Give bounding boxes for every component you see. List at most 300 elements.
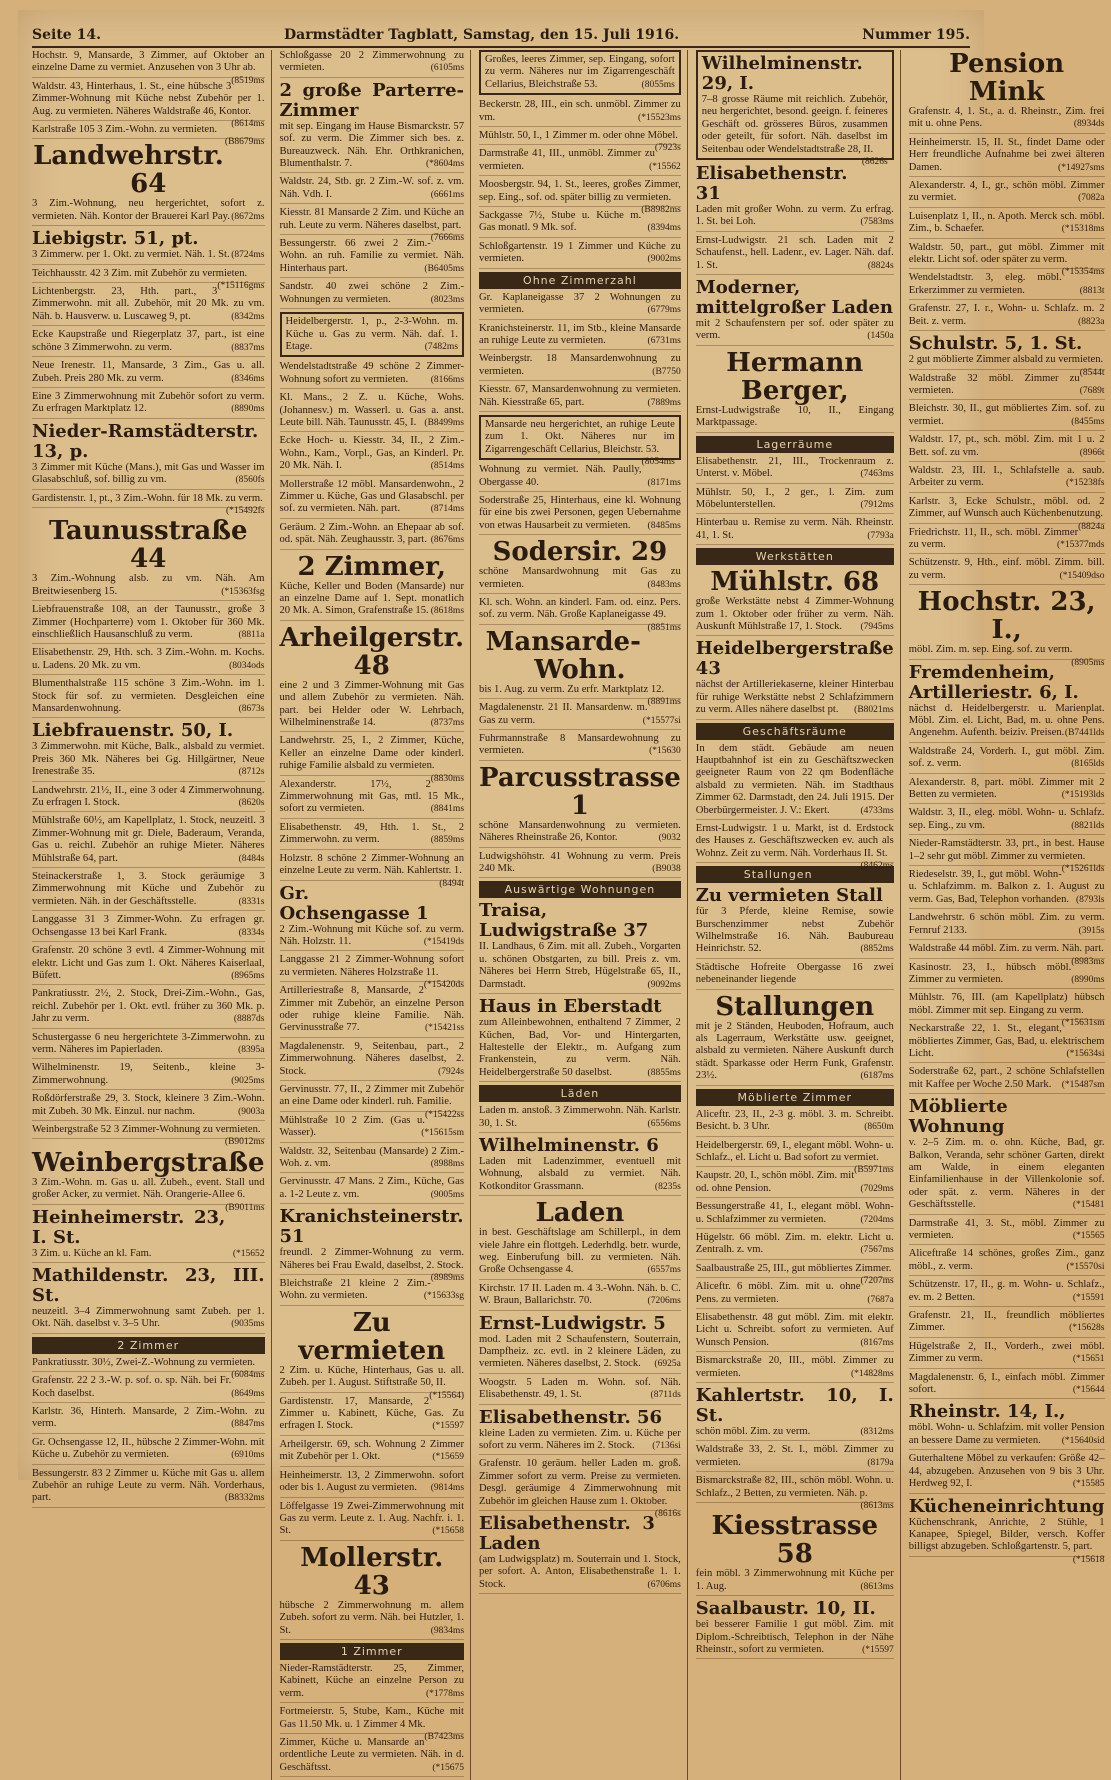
ad-title: Zu vermieten [298,1307,446,1366]
ad-text: Kiesstr. 67, Mansardenwohnung zu vermieten. Näh. Kiesstraße 65, part. [479,384,681,408]
classified-ad [32,360,265,388]
classified-ad [280,435,465,475]
ad-text: Langgasse 31 3 Zimmer-Wohn. Zu erfragen gr. Ochsengasse 13 bei Karl Frank. [32,914,265,938]
ad-title: Hermann Berger, [726,347,864,406]
classified-ad [696,1506,894,1596]
ad-reference-code: (8346ms [231,373,265,384]
classified-ad [909,807,1105,835]
column-5 [909,50,1111,1780]
ad-text: Geräum. 2 Zim.-Wohn. an Ehepaar ab sof. od. spät. Näh. Zeughausstr. 3, part. [279,521,465,546]
classified-ad [32,1062,265,1090]
ad-text: Bismarckstraße 20, III., möbl. Zimmer zu vermieten. [695,1355,894,1379]
ad-reference-code: (*15597 [862,1645,894,1656]
ad-text: Mansarde neu hergerichtet, an ruhige Leute zum 1. Okt. Näheres nur im Zigarrengeschäft Cellarius, Bleichstr. 53. [485,418,675,455]
classified-ad [280,624,465,733]
classified-ad [479,241,681,269]
ad-text: Zimmer, Küche u. Mansarde an ordentliche Leute zu vermieten. Näh. in d. Geschäftsst. [279,1736,465,1773]
classified-ad [909,1372,1105,1400]
ad-text: Nieder-Ramstädterstr. 25, Zimmer, Kabinett, Küche an einzelne Person zu verm. [279,1662,465,1699]
classified-ad [32,1093,265,1121]
ad-text: Elisabethenstr. 48 gut möbl. Zim. mit elektr. Licht u. Schreibt. sofort zu vermieten. Auf Wunsch Pension. [695,1311,894,1348]
ad-text: Mühlstraße 10 2 Zim. (Gas u. Wasser). [279,1114,425,1139]
ad-reference-code: (8983ms [1071,956,1105,967]
ad-text: Laden mit großer Wohn. zu verm. Zu erfrag. 1. St. bei Loh. [695,204,894,228]
ad-text: möbl. Wohn- u. Schlafzim. mit voller Pension an bessere Dame zu vermieten. [908,1422,1105,1446]
ad-reference-code: (6925a [654,1359,681,1370]
ad-title: Taunusstraße 44 [48,516,248,575]
ad-text: 3 Zim.-Wohn. m. Gas u. all. Zubeh., event. Stall und großer Acker, zu vermiet. Näh. Orangerie-Allee 6. [32,1176,265,1201]
ad-text: Pankratiusstr. 2½, 2. Stock, Drei-Zim.-Wohn., Gas, reichl. Zubehör per 1. Okt. evtl. früher zu 360 Mk. p. Jahr zu verm. [32,988,265,1025]
ad-reference-code: (8824a [1078,521,1105,532]
classified-ad [280,1176,465,1204]
ad-text: Aliceftr. 23, II., 2-3 g. möbl. 3. m. Schreibt. Besicht. b. 3 Uhr. [695,1108,894,1133]
ad-reference-code: (*15634si [1066,1048,1105,1059]
classified-ad [280,822,465,850]
classified-ad [32,329,265,357]
ad-text: Schützenstr. 9, Hth., einf. möbl. Zimm. bill. zu verm. [908,557,1105,581]
page-number: Seite 14. [32,27,101,43]
ad-text: Hügelstr. 66 möbl. Zim. m. elektr. Licht u. Zentralh. z. vm. [695,1231,894,1256]
ad-reference-code: (8830ms [430,773,465,784]
classified-ad [909,1402,1105,1450]
ad-reference-code: (8165lds [1071,759,1105,770]
ad-reference-code: (3915s [1078,925,1105,936]
section-heading: Werkstätten [696,548,894,565]
ad-reference-code: (8712s [238,767,265,778]
ad-title: Haus in Eberstadt [479,996,662,1018]
ad-reference-code: (7136si [652,1441,681,1452]
ad-reference-code: (6187ms [860,1071,894,1082]
classified-ad [479,764,681,848]
newspaper-page [18,10,1105,1773]
classified-ad [696,1312,894,1352]
ad-reference-code: (8560fs [235,475,265,486]
ad-reference-code: (6557ms [647,1265,681,1276]
ad-text: große Werkstätte nebst 4 Zimmer-Wohnung zum 1. Oktober oder früher zu verm. Näh. Auskunft Mühlstraße 17, 1. Stock. [695,596,894,632]
classified-ad [479,292,681,320]
classified-ad [280,985,465,1038]
classified-ad [696,164,894,232]
ad-text: mit je 2 Ständen, Heuboden, Hofraum, auch als Lagerraum, Werkstätte usw. geeignet, alsbald zu vermieten. Nähere Auskunft durch städt. Sparkasse oder Herrn Funk, Grafenstr. 23½. [695,1020,894,1082]
ad-reference-code: (*15618 [1072,1554,1105,1565]
ad-text: Gr. Ochsengasse 12, II., hübsche 2 Zimmer-Wohn. mit Küche u. Zubehör zu vermieten. [32,1436,265,1461]
classified-ad [32,1032,265,1060]
ad-title: Heinheimerstr. 23, I. St. [32,1206,226,1248]
classified-ad [479,1314,681,1374]
ad-reference-code: (8455ms [1071,416,1105,427]
classified-ad [279,852,465,889]
classified-ad [696,349,894,433]
ad-reference-code: (8167ms [860,1337,894,1348]
ad-reference-code: (8823a [1078,316,1105,327]
ad-reference-code: (8462ms [860,861,894,872]
ad-reference-code: (7945ms [860,621,894,632]
ad-text: 3 Zim.-Wohnung alsb. zu vm. Näh. Am Breitwiesenberg 15. [32,573,265,597]
ad-reference-code: (8852ms [860,944,894,955]
ad-text: Langgasse 21 2 Zimmer-Wohnung sofort zu vermieten. Näheres Holzstraße 11. [279,954,465,978]
ad-reference-code: (6779ms [647,305,681,316]
ad-title: Wilhelminenstr. 29, I. [701,53,863,94]
ad-text: Kaupstr. 20, I., schön möbl. Zim. mit od. ohne Pension. [695,1170,855,1194]
ad-text: Lichtenbergstr. 23, Hth. part., 3 Zimmerwohn. mit all. Zubehör, mit 20 Mk. zu vm. Näh. b. Hausverw. u. Luscaweg 9, pt. [32,286,265,322]
ad-reference-code: (B8332ms [224,1493,265,1504]
ad-reference-code: (8616s [654,1509,681,1520]
classified-ad [32,1375,265,1403]
classified-ad [909,1066,1105,1094]
ad-title: Parcusstrasse 1 [479,762,681,821]
ad-title: Weinbergstraße [32,1147,265,1178]
ad-reference-code: (6731ms [647,335,681,346]
ad-text: Küche, Keller und Boden (Mansarde) nur an einzelne Dame auf 1. Sept. monatlich 20 Mk. A. Simon, Grafenstraße 15. [279,580,465,617]
ad-reference-code: (8737ms [430,718,465,729]
ad-title: Pension Mink [949,49,1065,107]
ad-reference-code: (8334s [238,927,265,938]
classified-ad [280,1041,465,1081]
ad-reference-code: (8714ms [430,504,465,515]
ad-reference-code: (8824s [867,260,894,271]
classified-ad [909,50,1105,134]
ad-reference-code: (7583ms [860,217,894,228]
ad-text: fein möbl. 3 Zimmerwohnung mit Küche per 1. Aug. [695,1568,894,1592]
classified-ad [32,678,265,718]
ad-reference-code: (*15565 [1072,1231,1105,1241]
ad-reference-code: (*15261lds [1061,864,1105,875]
ad-text: Bessungerstraße 41, I., elegant möbl. Wohn- u. Schlafzimmer zu vermieten. [695,1201,894,1225]
ad-text: 2 Zim. u. Küche, Hinterhaus, Gas u. all. Zubeh. per 1. August. Stiftstraße 50, II. [279,1364,465,1389]
masthead-date: Darmstädter Tagblatt, Samstag, den 15. Juli 1916. [283,27,680,43]
ad-reference-code: (*15238fs [1065,478,1105,489]
classified-ad [909,403,1105,431]
ad-reference-code: (8711ds [650,1390,681,1401]
ad-reference-code: (B7441lds [1064,728,1105,739]
section-heading: 1 Zimmer [280,1643,465,1660]
ad-reference-code: (8485ms [647,520,681,531]
classified-ad [479,148,681,176]
ad-reference-code: (*15651 [1072,1354,1105,1365]
classified-ad [280,553,465,621]
ad-text: Wilhelminenstr. 19, Seitenb., kleine 3-Zimmerwohnung. [32,1062,265,1086]
classified-ad [479,495,681,535]
ad-text: Darmstraße 41, III., unmöbl. Zimmer zu vermieten. [479,148,655,172]
classified-ad [695,823,894,872]
ad-text: v. 2–5 Zim. m. o. ohn. Küche, Bad, gr. Balkon, Veranda, sehr schöner Garten, direkt am Walde, in einem eleganten Einfamilienhause in der Villenkolonie sof. oder spät. z. verm. Näheres in der Geschäftsstelle. [908,1137,1105,1211]
classified-ad [32,721,265,781]
ad-text: Riedeselstr. 39, I., gut möbl. Wohn- u. Schlafzimm. m. Balkon z. 1. August zu verm. Gas, Bad, Telephon vorhanden. [908,869,1105,905]
ad-title: Liebigstr. 51, pt. [32,228,199,250]
ad-reference-code: (8614ms [231,119,265,130]
classified-ad [479,1377,681,1405]
ad-title: Mathildenstr. 23, III. St. [32,1265,265,1306]
ad-text: 3 Zim.-Wohnung, neu hergerichtet, sofort z. vermieten. Näh. Kontor der Brauerei Karl Pay. [32,198,265,222]
classified-ad [32,50,265,86]
classified-ad [909,434,1105,462]
ad-text: in best. Geschäftslage am Schillerpl., in dem viele Jahre ein flottgeh. Lederhdlg. betr. wurde, weg. Einberufung bill. zu vermieten. Näh. Große Ochsengasse 4. [479,1227,681,1276]
ad-reference-code: (6706ms [647,1579,681,1590]
ad-reference-code: (*15652 [232,1248,265,1259]
ad-text: Waldstraße 33, 2. St. I., möbl. Zimmer zu vermieten. [695,1444,894,1468]
ad-text: Pankratiusstr. 30½, Zwei-Z.-Wohnung zu vermieten. [32,1356,256,1368]
ad-text: Bessungerstr. 66 zwei 2 Zim.-Wohn. an ruh. Familie zu vermiet. Näh. Hinterhaus part. [279,238,465,274]
ad-text: mit 2 Schaufenstern per sof. oder später zu verm. [695,318,894,342]
classified-ad [280,522,465,550]
ad-reference-code: (8613ms [860,1581,894,1592]
ad-reference-code: (8966t [1079,447,1105,458]
classified-ad [280,479,465,519]
ad-reference-code: (8673s [238,704,265,714]
classified-ad [479,130,681,154]
ad-text: zum Alleinbewohnen, enthaltend 7 Zimmer, 2 Küchen, Bad, Vor- und Hintergarten, Haltestelle der Elektr., m. Aufgang zum Frankenstein, zu verm. Näh. Heidelbergerstraße 50 daselbst. [479,1017,681,1078]
ad-text: bis 1. Aug. zu verm. Zu erfr. Marktplatz 12. [479,683,665,695]
ad-reference-code: (8990ms [1071,974,1105,985]
ad-text: 3 Zimmer mit Küche (Mans.), mit Gas und Wasser im Glasabschluß, sof. billig zu vm. [32,461,265,486]
classified-ad [909,663,1105,743]
ad-reference-code: (B9011ms [225,1202,265,1213]
ad-title: Moderner, mittelgroßer Laden [695,277,893,319]
ad-reference-code: (8034ods [229,660,265,671]
ad-reference-code: (*15640sid [1061,1435,1105,1446]
classified-ad [279,1706,465,1742]
ad-text: Kl. Mans., 2 Z. u. Küche, Wohs. (Johannesv.) m. Wasserl. u. Gas a. anst. Leute bill. Näh. Taunusstr. 45, I. [279,392,465,428]
ad-text: Alexanderstr. 4, I., gr., schön möbl. Zimmer zu vermiet. [908,180,1105,204]
ad-reference-code: (8342ms [231,311,265,322]
ad-reference-code: (9032 [658,833,681,844]
classified-ad [32,229,265,264]
ad-text: Hügelstraße 2, II., Vorderh., zwei möbl. Zimmer zu verm. [908,1340,1105,1365]
ad-reference-code: (8965ms [231,970,265,981]
ad-text: (am Ludwigsplatz) m. Souterrain und 1. Stock, per sofort. A. Anton, Elisabethenstraße 1. 1. Stock. [479,1554,681,1590]
ad-text: Liebfrauenstraße 108, an der Taunusstr., große 3 Zimmer (Hochparterre) vom 1. Oktober für 360 Mk. einschließlich Hausanschluß zu verm. [32,604,265,640]
ad-text: In dem städt. Gebäude am neuen Hauptbahnhof ist ein zu Geschäftszwecken geeigneter Raum von 22 qm Bodenfläche alsbald zu vermieten. Näh. im Stadthaus Zimmer 62. Darmstadt, den 24. Juli 1915. Der Oberbürgermeister. J. V.: Ekert. [695,742,894,816]
ad-reference-code: (*14828ms [851,1368,894,1379]
classified-ad [908,241,1105,278]
page-header [32,20,970,48]
ad-text: Karlstraße 105 3 Zim.-Wohn. zu vermieten. [32,124,218,136]
ad-reference-code: (B9038 [652,864,681,875]
ad-text: 3 Zim. u. Küche an kl. Fam. [32,1247,152,1259]
ad-text: Woogstr. 5 Laden m. Wohn. sof. Näh. Elisabethenstr. 49, 1. St. [479,1376,681,1401]
ad-text: Gardistenstr. 17, Mansarde, 2 Zimmer u. Kabinett, Küche, Gas. Zu erfragen I. Stock. [279,1395,465,1432]
classified-ad [696,278,894,346]
ad-reference-code: (8934ds [1073,119,1105,130]
ad-reference-code: (7029ms [860,1183,894,1194]
ad-reference-code: (*15591 [1072,1292,1105,1303]
classified-ad [32,914,265,942]
classified-ad [479,179,681,216]
classified-ad [32,1356,265,1381]
ad-reference-code: (*15363fsg [221,586,265,597]
classified-ad [32,391,265,419]
ad-reference-code: (8331s [238,896,265,907]
classified-ad [909,1248,1105,1276]
classified-ad [479,1283,681,1311]
ad-reference-code: (B9012ms [224,1137,265,1148]
classified-ad [909,1218,1105,1246]
ad-text: Grafenstr. 27, I. r., Wohn- u. Schlafz. m. 2 Beit. z. verm. [908,303,1105,327]
ad-text: möbl. Zim. m. sep. Eing. sof. zu verm. [908,644,1073,656]
classified-ad [479,901,681,994]
ad-reference-code: (8618ms [430,606,465,617]
ad-reference-code: (*15492fs [225,505,265,516]
ad-title: Elisabethenstr. 3 Laden [479,1513,655,1555]
classified-ad [280,50,465,78]
classified-ad [279,1083,465,1120]
ad-text: Ernst-Ludwigstr. 1 u. Markt, ist d. Erdstock des Hauses z. Geschäftszwecken ev. auch als Wohnz. Zeit zu verm. Näh. Vorderhaus II. St. [695,823,894,859]
classified-ad [32,422,265,490]
classified-ad [32,871,265,911]
classified-ad [696,1386,894,1441]
classified-ad [909,1341,1105,1369]
classified-ad [696,487,894,515]
ad-reference-code: (8821lds [1071,820,1105,831]
ad-reference-code: (*15419ds [423,936,465,947]
ad-reference-code: (6910ms [231,1450,265,1461]
classified-ad [479,1136,681,1196]
ad-text: Mühlstr. 76, III. (am Kapellplatz) hübsch möbl. Zimmer mit sep. Eingang zu verm. [908,992,1105,1016]
ad-reference-code: (6084ms [231,1370,265,1381]
classified-ad [280,361,465,389]
classified-ad [696,1355,894,1383]
ad-text: nächst d. Heidelbergerstr. u. Marienplat. Möbl. Zim. el. Licht, Bad, m. u. ohne Pens. Angenehm. Aufenth. beiziv. Preisen. [908,702,1105,739]
ad-reference-code: (B5971ms [854,1165,894,1176]
ad-text: Waldstr. 23, III. I., Schlafstelle a. saub. Arbeiter zu verm. [908,464,1105,489]
ad-reference-code: (7793a [867,530,894,541]
ad-title: Fremdenheim, Artilleriestr. 6, I. [908,661,1079,703]
ad-reference-code: (9814ms [430,1483,465,1494]
ad-reference-code: (7482ms [424,341,459,352]
ad-text: Saalbaustraße 25, III., gut möbliertes Zimmer. [695,1262,892,1274]
classified-ad [32,988,265,1028]
classified-ad [908,587,1105,668]
ad-reference-code: (*15116gms [217,281,265,292]
ad-reference-code: (8395a [238,1044,265,1055]
section-heading: Ohne Zimmerzahl [479,272,681,289]
ad-text: Aliceftraße 14 schönes, großes Zim., ganz möbl., z. verm. [908,1248,1105,1272]
ad-text: Waldstr. 43, Hinterhaus, 1. St., eine hübsche 3 Zimmer-Wohnung mit Küche nebst Zubehör per 1. Aug. zu vermieten. Näheres Waldstraße 46, Kontor. [32,80,265,117]
classified-ad [908,1495,1105,1565]
section-heading: Läden [479,1085,681,1102]
ad-reference-code: (*15628s [1069,1323,1105,1334]
classified-ad [909,746,1105,774]
classified-ad [909,527,1105,555]
ad-text: Darmstraße 41, 3. St., möbl. Zimmer zu vermieten. [908,1217,1105,1241]
ad-reference-code: (*15318ms [1061,224,1105,235]
classified-ad [479,1514,681,1594]
classified-ad [908,495,1105,532]
ad-reference-code: (8672ms [231,211,265,222]
ad-text: 2 Zim.-Wohnung mit Küche sof. zu verm. Näh. Holzstr. 11. [279,923,465,947]
classified-ad [32,785,265,813]
ad-text: Laden m. anstoß. 3 Zimmerwohn. Näh. Karlstr. 30, 1. St. [479,1105,681,1129]
ad-text: Karlstr. 3, Ecke Schulstr., möbl. od. 2 Zimmer, auf Wunsch auch Küchenbenutzung. [908,495,1105,520]
classified-ad [32,1437,265,1465]
ad-text: kleine Laden zu vermieten. Zim. u. Küche per sofort zu verm. Näheres im 2. Stock. [479,1427,681,1452]
ad-title: Laden [535,1198,625,1229]
classified-ad [479,851,681,879]
ad-text: Soderstraße 62, part., 2 schöne Schlafstellen mit Kaffee per Woche 2.50 Mark. [908,1066,1105,1090]
ad-text: Neckarstraße 22, 1. St., elegant, möbliertes Zimmer, Gas, Bad, u. elektrischem Licht. [908,1023,1105,1059]
ad-title: Saalbaustr. 10, II. [695,1598,876,1620]
ad-title: Rheinstr. 14, I., [908,1401,1066,1423]
classified-ad [696,1201,894,1229]
ad-text: Roßdörferstraße 29, 3. Stock, kleinere 3 Zim.-Wohn. mit Zubeh. 30 Mk. Einzul. nur nachm. [32,1093,265,1117]
classified-ad [479,597,681,633]
ad-text: Friedrichstr. 11, II., sch. möbl. Zimmer zu verm. [908,526,1079,550]
ad-title: Kiesstrasse 58 [711,1511,879,1570]
ad-text: Heinheimerstr. 13, 2 Zimmerwohn. sofort oder bis 1. August zu vermieten. [279,1469,465,1494]
ad-text: neuzeitl. 3–4 Zimmerwohnung samt Zubeh. per 1. Okt. Näh. daselbst v. 3–5 Uhr. [32,1306,265,1330]
ad-text: Nieder-Ramstädterstr. 33, prt., in best. Hause 1–2 sehr gut möbl. Zimmer zu vermieten. [908,838,1105,862]
ad-text: Hinterbau u. Remise zu verm. Näh. Rheinstr. 41, 1. St. [695,517,894,541]
section-heading: 2 Zimmer [32,1337,265,1354]
ad-reference-code: (8544t [1079,367,1105,378]
ad-reference-code: (8989ms [430,1273,465,1284]
ad-reference-code: (8890ms [231,404,265,415]
ad-text: Gr. Kaplaneigasse 37 2 Wohnungen zu vermieten. [479,291,681,316]
ad-text: Grafenstr. 21, II., freundlich möbliertes Zimmer. [908,1310,1105,1334]
ad-text: Luisenplatz 1, II., n. Apoth. Merck sch. möbl. Zim., b. Schaefer. [908,210,1105,235]
ad-reference-code: (7082a [1078,193,1105,204]
ad-text: Sandstr. 40 zwei schöne 2 Zim.-Wohnungen zu vermieten. [279,281,465,305]
ad-text: hübsche 2 Zimmerwohnung m. allem Zubeh. sofort zu verm. Näh. bei Hutzler, 1. St. [279,1599,465,1636]
ad-text: Landwehrstr. 21½, II., eine 3 oder 4 Zimmerwohnung. Zu erfragen I. Stock. [32,784,265,809]
classified-ad [280,1439,465,1467]
classified-ad [909,557,1105,585]
ad-reference-code: (8837ms [231,342,265,353]
ad-text: Ernst-Ludwigstr. 21 sch. Laden mit 2 Schaufenst., hell. Ladenr., ev. Lager. Näh. daf. 1. St. [695,234,894,271]
ad-text: 2 gut möblierte Zimmer alsbald zu vermieten. [908,354,1104,366]
ad-title: Landwehrstr. 64 [33,141,224,200]
ad-text: Waldstr. 24, Stb. gr. 2 Zim.-W. sof. z. vm. Näh. Vdh. I. [279,176,465,200]
classified-ad [280,281,465,309]
ad-reference-code: (7923s [654,143,681,154]
ad-text: Steinackerstraße 1, 3. Stock geräumige 3 Zimmerwohnung mit Küche und Zubehör zu vermieten. Näh. in der Geschäftsstelle. [32,871,265,907]
ad-title: Mollerstr. 43 [300,1542,444,1601]
ad-reference-code: (*15481 [1072,1200,1105,1211]
ad-reference-code: (8484s [238,853,265,864]
ad-text: Bleichstr. 30, II., gut möbliertes Zim. sof. zu vermiet. [908,403,1105,427]
ad-reference-code: (7924s [438,1066,465,1077]
ad-text: Kiesstr. 81 Mansarde 2 Zim. und Küche an ruh. Leute zu verm. Näheres daselbst, part. [279,207,465,231]
ad-reference-code: (*15523ms [638,112,681,123]
ad-reference-code: (8179a [867,1457,894,1468]
ad-reference-code: (*15585 [1072,1479,1105,1490]
ad-text: Elisabethenstr. 29, Hth. sch. 3 Zim.-Wohn. m. Kochs. u. Ladens. 20 Mk. zu vm. [32,647,265,671]
classified-ad [479,353,681,381]
ad-reference-code: (9005ms [430,1189,465,1200]
ad-reference-code: (*15631sm [1061,1018,1105,1029]
ad-reference-code: (8519ms [231,75,265,86]
ad-text: Ernst-Ludwigstraße 10, II., Eingang Marktpassage. [695,404,894,429]
ad-text: Mühlstraße 60½, am Kapellplatz, 1. Stock, neuzeitl. 3 Zimmer-Wohnung mit gr. Diele, Baderaum, Veranda, Gas u. reichl. Zubehör an ruhige Mieter. Näheres Mühlstraße 64, part. [32,815,265,864]
ad-text: Mühlstr. 50, I., 1 Zimmer m. oder ohne Möbel. [479,130,678,142]
ad-text: Laden mit Ladenzimmer, eventuell mit Wohnung, alsbald zu vermiet. Näh. Kotkonditor Grassmann. [479,1155,681,1192]
classified-ad [479,415,681,468]
ad-reference-code: (8023ms [430,294,465,305]
ad-reference-code: (8054ms [641,457,675,468]
classified-ad [696,1444,894,1472]
ad-text: Ludwigshöhstr. 41 Wohnung zu verm. Preis 240 Mk. [479,850,681,875]
ad-text: Kl. sch. Wohn. an kinderl. Fam. od. einz. Pers. sof. zu verm. Näh. Große Kaplaneigasse 49. [479,597,681,621]
ad-reference-code: (*8604ms [426,159,465,170]
ad-reference-code: (9002ms [647,254,681,265]
ad-text: Bleichstraße 21 kleine 2 Zim.-Wohn. zu vermieten. [279,1278,431,1302]
ad-text: Artilleriestraße 8, Mansarde, 2 Zimmer mit Zubehör, an einzelne Person oder ruhige kleine Familie. Näh. Gervinusstraße 77. [279,985,465,1034]
classified-ad [909,465,1105,493]
ad-text: Moosbergstr. 94, 1. St., leeres, großes Zimmer, sep. Eing., sof. od. später billig zu vermieten. [479,179,681,203]
classified-ad [909,912,1105,940]
ad-text: Gardistenstr. 1, pt., 3 Zim.-Wohn. für 18 Mk. zu verm. [32,492,263,504]
ad-text: Kranichsteinerstr. 11, im Stb., kleine Mansarde an ruhige Leute zu vermieten. [479,322,681,346]
